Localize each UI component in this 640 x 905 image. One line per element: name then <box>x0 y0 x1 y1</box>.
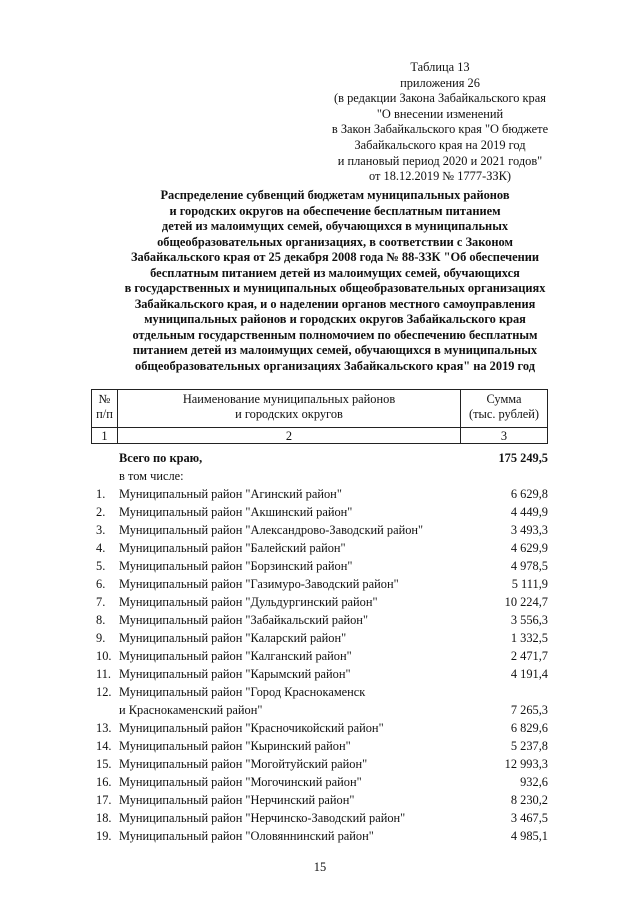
header-line: (в редакции Закона Забайкальского края <box>334 91 546 106</box>
header-cell-name <box>118 390 461 443</box>
title-line: Забайкальского края от 25 декабря 2008 года № 88-ЗЗК "Об обеспечении <box>130 250 540 264</box>
row-number: 7. <box>96 595 106 609</box>
row-name: Муниципальный район "Могочинский район" <box>119 775 362 789</box>
header-text: Сумма <box>486 392 522 406</box>
row-name: Муниципальный район "Красночикойский район" <box>119 721 384 735</box>
header-line: "О внесении изменений <box>376 106 504 121</box>
row-number: 10. <box>96 649 112 663</box>
table-row <box>91 503 548 521</box>
title-line: питанием детей из малоимущих семей, обучающихся в муниципальных <box>132 343 538 357</box>
document-title <box>90 188 580 374</box>
table-row <box>91 791 548 809</box>
header-line: Забайкальского края на 2019 год <box>354 137 526 152</box>
title-line: в государственных и муниципальных общеобразовательных организациях <box>124 281 546 295</box>
page-number: 15 <box>313 860 327 874</box>
row-name: Муниципальный район "Забайкальский район" <box>119 613 368 627</box>
table-row <box>91 665 548 683</box>
row-value: 12 993,3 <box>504 757 548 771</box>
title-line: детей из малоимущих семей, обучающихся в муниципальных <box>161 219 509 233</box>
row-value: 4 629,9 <box>510 541 548 555</box>
header-text: и городских округов <box>235 407 343 421</box>
header-line: Таблица 13 <box>410 60 470 74</box>
table-row <box>91 719 548 737</box>
table-row <box>91 575 548 593</box>
title-line: муниципальных районов и городских округов Забайкальского края <box>144 312 526 326</box>
row-value: 1 332,5 <box>510 631 548 645</box>
row-name: Муниципальный район "Агинский район" <box>119 487 342 501</box>
header-line: приложения 26 <box>400 75 480 90</box>
row-value: 8 230,2 <box>510 793 548 807</box>
row-name: Муниципальный район "Газимуро-Заводский район" <box>119 577 399 591</box>
row-number: 6. <box>96 577 106 591</box>
row-name: Муниципальный район "Акшинский район" <box>119 505 353 519</box>
table-row <box>91 611 548 629</box>
header-text: п/п <box>96 407 113 421</box>
row-value: 3 556,3 <box>510 613 548 627</box>
header-line: и плановый период 2020 и 2021 годов" <box>337 153 543 168</box>
table-row-continuation <box>91 701 548 719</box>
table-row <box>91 683 548 701</box>
table-row <box>91 593 548 611</box>
including-label: в том числе: <box>119 469 184 483</box>
row-value: 4 985,1 <box>510 829 548 843</box>
row-number: 5. <box>96 559 106 573</box>
table-row <box>91 485 548 503</box>
row-value: 6 629,8 <box>510 487 548 501</box>
row-value: 4 191,4 <box>510 667 548 681</box>
row-value: 4 978,5 <box>510 559 548 573</box>
title-line: общеобразовательных организациях Забайкальского края" на 2019 год <box>135 358 535 373</box>
column-number: 1 <box>101 429 108 443</box>
header-divider <box>92 427 547 428</box>
title-line: бесплатным питанием детей из малоимущих семей, обучающихся <box>150 265 520 280</box>
table-row <box>91 737 548 755</box>
row-name: Муниципальный район "Могойтуйский район" <box>119 757 368 771</box>
row-value: 5 237,8 <box>510 739 548 753</box>
column-number: 3 <box>500 429 508 443</box>
row-number: 3. <box>96 523 106 537</box>
row-number: 9. <box>96 631 106 645</box>
title-line: общеобразовательных организациях, в соответствии с Законом <box>157 234 513 249</box>
row-number: 8. <box>96 613 106 627</box>
header-line: от 18.12.2019 № 1777-ЗЗК) <box>368 169 512 184</box>
row-name: Муниципальный район "Дульдургинский район" <box>119 595 378 609</box>
header-line: в Закон Забайкальского края "О бюджете <box>331 122 549 137</box>
row-number: 4. <box>96 541 106 555</box>
row-name: Муниципальный район "Кыринский район" <box>119 739 351 753</box>
row-name: Муниципальный район "Нерчинско-Заводский район" <box>119 811 406 825</box>
header-cell-amount <box>461 390 547 443</box>
table-row <box>91 809 548 827</box>
table-row <box>91 827 548 845</box>
including-row <box>91 467 548 485</box>
title-line: и городских округов на обеспечение бесплатным питанием <box>169 203 501 218</box>
row-number: 16. <box>96 775 112 789</box>
row-value: 10 224,7 <box>504 595 548 609</box>
header-text: (тыс. рублей) <box>468 407 540 421</box>
title-line: Забайкальского края, и о наделении органов местного самоуправления <box>134 296 536 311</box>
row-value: 3 493,3 <box>510 523 548 537</box>
table-row <box>91 773 548 791</box>
row-name: Муниципальный район "Оловяннинский район" <box>119 829 374 843</box>
row-name: Муниципальный район "Каларский район" <box>119 631 347 645</box>
row-value: 2 471,7 <box>510 649 548 663</box>
row-number: 2. <box>96 505 106 519</box>
title-line: Распределение субвенций бюджетам муниципальных районов <box>160 188 510 202</box>
table-row <box>91 755 548 773</box>
row-value: 3 467,5 <box>510 811 548 825</box>
title-line: отдельным государственным полномочием по обеспечению бесплатным <box>132 327 538 342</box>
header-text: Наименование муниципальных районов <box>182 392 396 406</box>
row-name: Муниципальный район "Борзинский район" <box>119 559 353 573</box>
row-number: 14. <box>96 739 112 753</box>
row-name: Муниципальный район "Карымский район" <box>119 667 351 681</box>
table-header <box>91 389 548 444</box>
row-name: Муниципальный район "Балейский район" <box>119 541 346 555</box>
row-number: 17. <box>96 793 112 807</box>
table-row <box>91 539 548 557</box>
row-name-continuation: и Краснокаменский район" <box>119 703 263 717</box>
row-number: 13. <box>96 721 112 735</box>
row-number: 19. <box>96 829 112 843</box>
row-number: 15. <box>96 757 112 771</box>
row-value: 4 449,9 <box>510 505 548 519</box>
header-text: № <box>98 392 111 406</box>
row-name: Муниципальный район "Калганский район" <box>119 649 352 663</box>
total-label: Всего по краю, <box>119 451 203 465</box>
row-value: 5 111,9 <box>511 577 548 591</box>
table-row <box>91 647 548 665</box>
row-name: Муниципальный район "Нерчинский район" <box>119 793 355 807</box>
row-number: 11. <box>96 667 112 681</box>
row-number: 1. <box>96 487 106 501</box>
total-row <box>91 449 548 467</box>
table-row <box>91 557 548 575</box>
row-name: Муниципальный район "Александрово-Заводский район" <box>119 523 424 537</box>
total-value: 175 249,5 <box>498 451 548 465</box>
table-reference-header <box>290 60 590 185</box>
column-number: 2 <box>285 429 293 443</box>
row-value: 7 265,3 <box>510 703 548 717</box>
table-row <box>91 629 548 647</box>
header-cell-number <box>92 390 118 443</box>
row-value: 6 829,6 <box>510 721 548 735</box>
table-row <box>91 521 548 539</box>
row-number: 12. <box>96 685 112 699</box>
row-name: Муниципальный район "Город Краснокаменск <box>119 685 366 699</box>
row-number: 18. <box>96 811 112 825</box>
row-value: 932,6 <box>520 775 548 789</box>
